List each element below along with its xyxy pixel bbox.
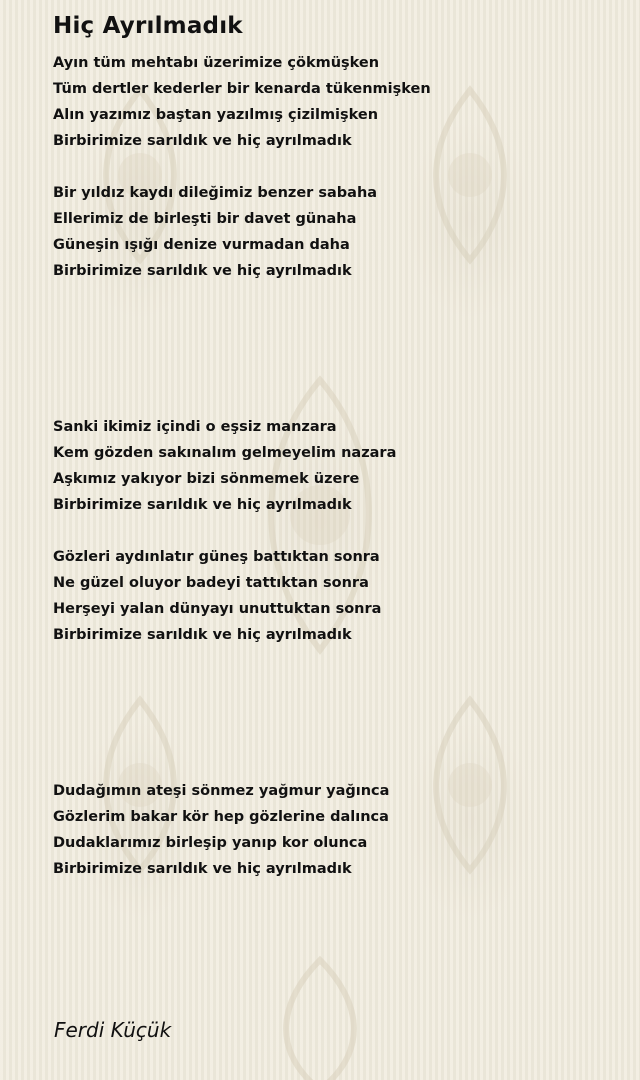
poem-line: Ellerimiz de birleşti bir davet günaha [53,211,357,227]
stanza-4 [53,544,613,648]
poem-line: Tüm dertler kederler bir kenarda tükenmişken [53,81,431,97]
stanza-2 [53,180,613,284]
poem-line: Ne güzel oluyor badeyi tattıktan sonra [53,575,369,591]
poem-line: Aşkımız yakıyor bizi sönmemek üzere [53,471,360,487]
poem-line: Güneşin ışığı denize vurmadan daha [53,237,350,253]
poem-line: Gözleri aydınlatır güneş battıktan sonra [53,549,380,565]
poem-line: Birbirimize sarıldık ve hiç ayrılmadık [53,497,352,513]
poem-line: Birbirimize sarıldık ve hiç ayrılmadık [53,133,352,149]
stanza-gap [53,648,613,778]
poem-line: Bir yıldız kaydı dileğimiz benzer sabaha [53,185,378,201]
poem-line: Birbirimize sarıldık ve hiç ayrılmadık [53,861,352,877]
poem-title: Hiç Ayrılmadık [53,13,243,39]
poem-author: Ferdi Küçük [54,1018,172,1042]
stanza-5 [53,778,613,882]
stanza-gap [53,284,613,414]
stanza-1 [53,50,613,154]
poem-line: Dudağımın ateşi sönmez yağmur yağınca [53,783,390,799]
stanza-3 [53,414,613,518]
poem-line: Ayın tüm mehtabı üzerimize çökmüşken [53,55,380,71]
poem-container [53,10,613,882]
poem-line: Kem gözden sakınalım gelmeyelim nazara [53,445,397,461]
stanza-gap [53,518,613,544]
poem-line: Gözlerim bakar kör hep gözlerine dalınca [53,809,389,825]
poem-line: Herşeyi yalan dünyayı unuttuktan sonra [53,601,382,617]
poem-line: Birbirimize sarıldık ve hiç ayrılmadık [53,263,352,279]
stanza-gap [53,154,613,180]
poem-line: Dudaklarımız birleşip yanıp kor olunca [53,835,368,851]
poem-line: Alın yazımız baştan yazılmış çizilmişken [53,107,379,123]
poem-line: Sanki ikimiz içindi o eşsiz manzara [53,419,337,435]
poem-line: Birbirimize sarıldık ve hiç ayrılmadık [53,627,352,643]
